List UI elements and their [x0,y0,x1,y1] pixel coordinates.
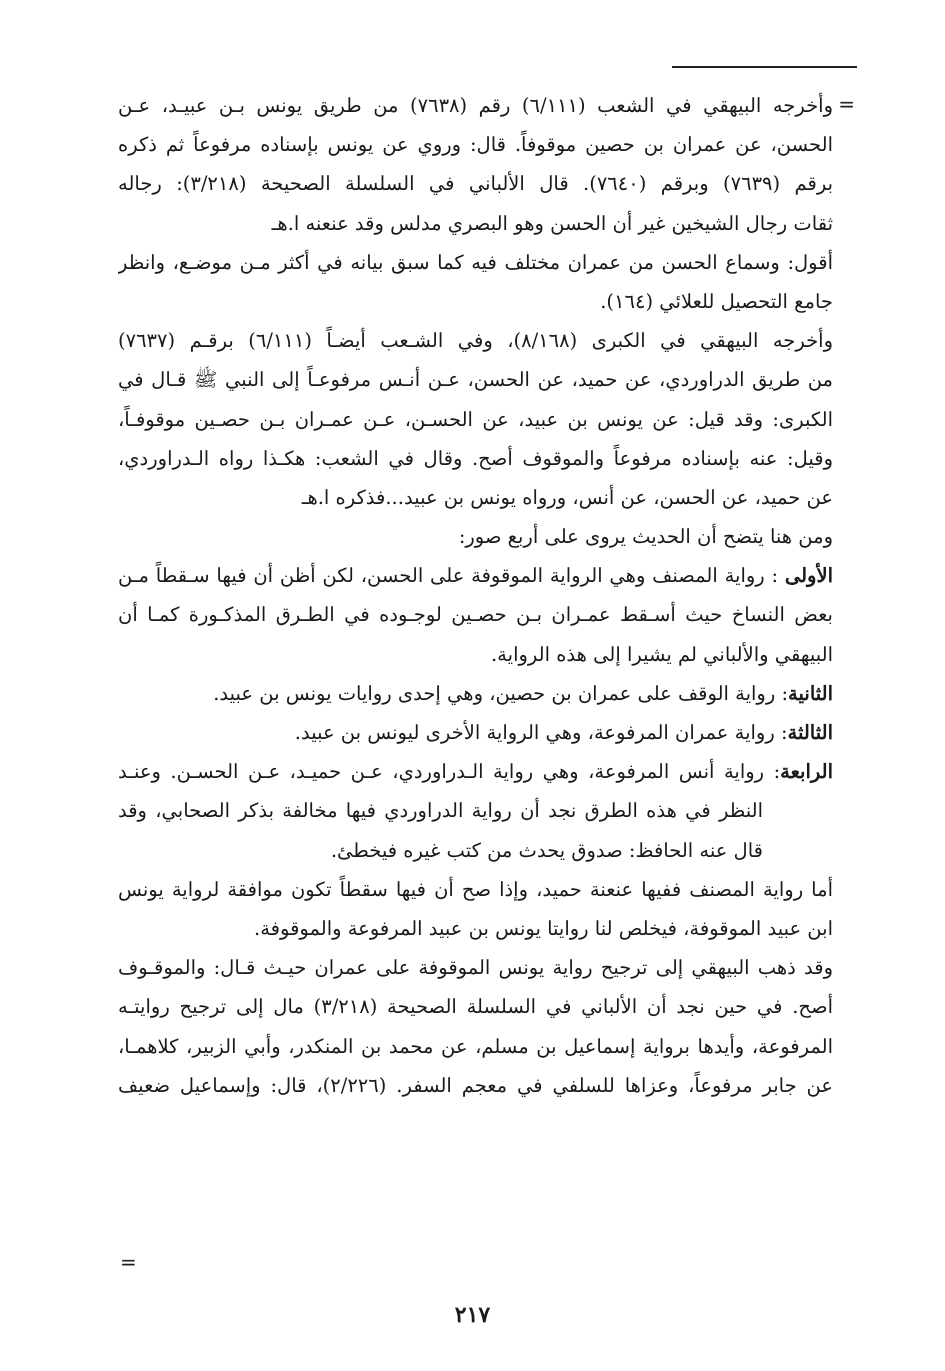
text-line-26 [118,1066,833,1105]
text-line-20 [118,831,833,870]
line-text: برقم (٧٦٣٩) وبرقم (٧٦٤٠). قال الألباني في السلسلة الصحيحة (٣/٢١٨): رجاله [118,172,833,196]
text-line-24 [118,987,833,1026]
line-lead-heading: الأولى [784,564,833,588]
line-text: : رواية أنس المرفوعة، وهي رواية الـدراوردي، عـن حميـد، عـن الحسـن. وعنـد [118,760,781,784]
text-line-13 [118,556,833,595]
text-line-6 [118,282,833,321]
text-line-11 [118,478,833,517]
line-text: الكبرى: وقد قيل: عن يونس بن عبيد، عن الحسـن، عـن عمـران بـن حصـين موقوفـاً، [118,407,833,431]
line-text: : رواية عمران المرفوعة، وهي الرواية الأخرى ليونس بن عبيد. [294,721,788,744]
text-line-18 [118,752,833,791]
line-lead-heading: الثالثة [787,721,833,744]
line-text: من طريق الدراوردي، عن حميد، عن الحسن، عـن أنـس مرفوعـاً إلى النبي ﷺ قـال في [118,368,833,392]
line-text: : رواية الوقف على عمران بن حصين، وهي إحدى روايات يونس بن عبيد. [213,681,789,705]
line-text: قال عنه الحافظ: صدوق يحدث من كتب غيره فيخطئ. [330,838,763,862]
line-text: أقول: وسماع الحسن من عمران مختلف فيه كما سبق بيانه في أكثر مـن موضـع، وانظر [118,250,833,274]
text-line-23 [118,948,833,987]
line-text: وقيل: عنه بإسناده مرفوعاً والموقوف أصح. وقال في الشعب: هكـذا رواه الـدراوردي، [118,446,833,470]
text-line-2 [118,125,833,164]
line-text: البيهقي والألباني لم يشيرا إلى هذه الرواية. [490,642,833,666]
line-text: النظر في هذه الطرق نجد أن رواية الدراوردي فيها مخالفة بذكر الصحابي، وقد [118,799,763,823]
text-line-3 [118,164,833,203]
line-text: وأخرجه البيهقي في الكبرى (٨/١٦٨)، وفي الشـعب أيضـاً (٦/١١١) برقـم (٧٦٣٧) [118,329,833,353]
line-text: وقد ذهب البيهقي إلى ترجيح رواية يونس الموقوفة على عمران حيـث قـال: والموقـوف [118,956,833,980]
text-line-16 [118,674,833,713]
line-text: وأخرجه البيهقي في الشعب (٦/١١١) رقم (٧٦٣٨) من طريق يونس بـن عبيـد، عـن [118,94,833,117]
footnote-separator-rule [672,66,857,68]
line-text: بعض النساخ حيث أسـقط عمـران بـن حصـين لوجـوده في الطـرق المذكـورة كمـا أن [118,603,833,627]
line-text: عن حميد، عن الحسن، عن أنس، ورواه يونس بن عبيد...فذكره ا.هـ [301,485,833,509]
continuation-mark-bottom: = [120,1250,137,1274]
text-line-5 [118,243,833,282]
line-text: أصح. في حين نجد أن الألباني في السلسلة الصحيحة (٣/٢١٨) مال إلى ترجيح روايتـه [118,995,833,1019]
text-line-17 [118,713,833,752]
continuation-mark-top: = [838,92,855,116]
text-line-7 [118,321,833,360]
line-text: ابن عبيد الموقوفة، فيخلص لنا روايتا يونس بن عبيد المرفوعة والموقوفة. [254,916,833,940]
text-line-19 [118,791,833,830]
line-text: جامع التحصيل للعلائي (١٦٤). [600,289,833,313]
text-line-1 [118,86,833,125]
line-text: المرفوعة، وأيدها برواية إسماعيل بن مسلم، عن محمد بن المنكدر، وأبي الزبير، كلاهمـا، [118,1034,833,1058]
text-line-15 [118,635,833,674]
text-line-25 [118,1027,833,1066]
line-text: الحسن، عن عمران بن حصين موقوفاً. قال: وروي عن يونس بإسناده مرفوعاً ثم ذكره [118,133,833,157]
line-text: ثقات رجال الشيخين غير أن الحسن وهو البصري مدلس وقد عنعنه ا.هـ [271,211,833,235]
line-text: عن جابر مرفوعاً، وعزاها للسلفي في معجم السفر. (٢/٢٢٦)، قال: وإسماعيل ضعيف [118,1073,833,1097]
text-line-10 [118,439,833,478]
text-line-4 [118,204,833,243]
text-line-9 [118,400,833,439]
line-text: ومن هنا يتضح أن الحديث يروى على أربع صور: [458,525,833,549]
line-text: أما رواية المصنف ففيها عنعنة حميد، وإذا صح أن فيها سقطاً تكون موافقة لرواية يونس [118,877,833,901]
line-lead-heading: الثانية [788,681,833,705]
text-line-14 [118,595,833,634]
footnote-body [118,86,833,1105]
text-line-8 [118,360,833,399]
text-line-12 [118,517,833,556]
line-text: : رواية المصنف وهي الرواية الموقوفة على الحسن، لكن أظن أن فيها سـقطاً مـن [118,564,785,588]
page-number: ٢١٧ [454,1302,491,1328]
text-line-21 [118,870,833,909]
text-line-22 [118,909,833,948]
line-lead-heading: الرابعة [780,760,833,784]
